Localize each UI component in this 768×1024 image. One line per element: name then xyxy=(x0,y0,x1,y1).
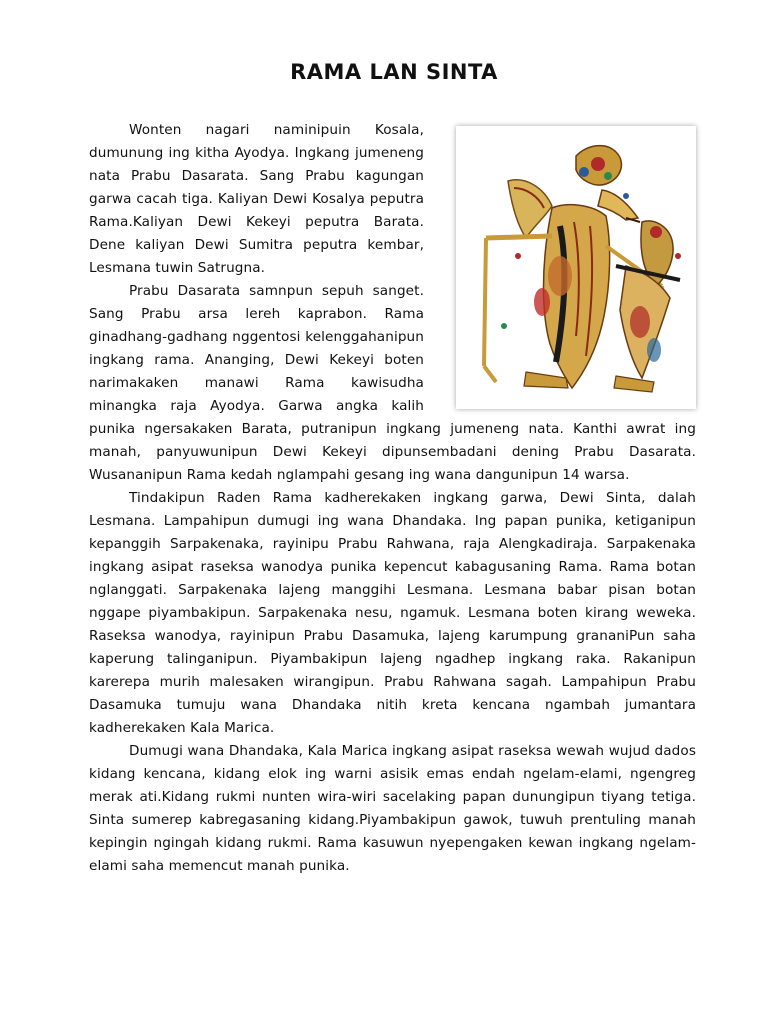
document-title: RAMA LAN SINTA xyxy=(290,60,498,84)
wayang-illustration xyxy=(456,126,696,409)
wayang-kulit-image xyxy=(456,126,696,409)
paragraph-3: Tindakipun Raden Rama kadherekaken ingkang garwa, Dewi Sinta, dalah Lesmana. Lampahipun dumugi ing wana Dhandaka. Ing papan punika, ketiganipun kepanggih Sarpakenaka, rayinipu Prabu Rahwana, raja Alengkadiraja. Sarpakenaka ingkang asipat raseksa wanodya punika kepencut kabagusaning Rama. Rama botan nglanggati. Sarpakenaka lajeng manggihi Lesmana. Lesmana babar pisan botan nggape piyambakipun. Sarpakenaka nesu, ngamuk. Lesmana boten kirang weweka. Raseksa wanodya, rayinipun Prabu Dasamuka, lajeng karumpung grananiPun saha kaperung talinganipun. Piyambakipun lajeng ngadhep ingkang raka. Rakanipun karerepa murih malesaken wirangipun. Prabu Rahwana sagah. Lampahipun Prabu Dasamuka tumuju wana Dhandaka nitih kreta kencana ngambah jumantara kadherekaken Kala Marica. xyxy=(89,490,696,736)
paragraph-2: Prabu Dasarata samnpun sepuh sanget. Sang Prabu arsa lereh kaprabon. Rama ginadhang-gadhang nggentosi kelenggahanipun ingkang rama. Ananging, Dewi Kekeyi boten narimakaken manawi Rama kawisudha minangka raja Ayodya. Garwa angka kalih punika ngersakaken Barata, putranipun ingkang jumeneng nata. Kanthi awrat ing manah, panyuwunipun Dewi Kekeyi dipunsembadani dening Prabu Dasarata. Wusananipun Rama kedah nglampahi gesang ing wana dangunipun 14 warsa. xyxy=(89,283,696,483)
paragraph-1: Wonten nagari naminipuin Kosala, dumunung ing kitha Ayodya. Ingkang jumeneng nata Prabu Dasarata. Sang Prabu kagungan garwa cacah tiga. Kaliyan Dewi Kosalya peputra Rama.Kaliyan Dewi Kekeyi peputra Barata. Dene kaliyan Dewi Sumitra peputra kembar, Lesmana tuwin Satrugna. xyxy=(89,122,424,276)
paragraph-4: Dumugi wana Dhandaka, Kala Marica ingkang asipat raseksa wewah wujud dados kidang kencana, kidang elok ing warni asisik emas endah ngelam-elami, ngengreg merak ati.Kidang rukmi nunten wira-wiri sacelaking papan dunungipun tiyang tetiga. Sinta sumerep kabregasaning kidang.Piyambakipun gawok, tuwuh prentuling manah kepingin ngingah kidang rukmi. Rama kasuwun nyepengaken kewan ingkang ngelam-elami saha memencut manah punika. xyxy=(89,743,696,874)
document-body xyxy=(89,119,696,878)
